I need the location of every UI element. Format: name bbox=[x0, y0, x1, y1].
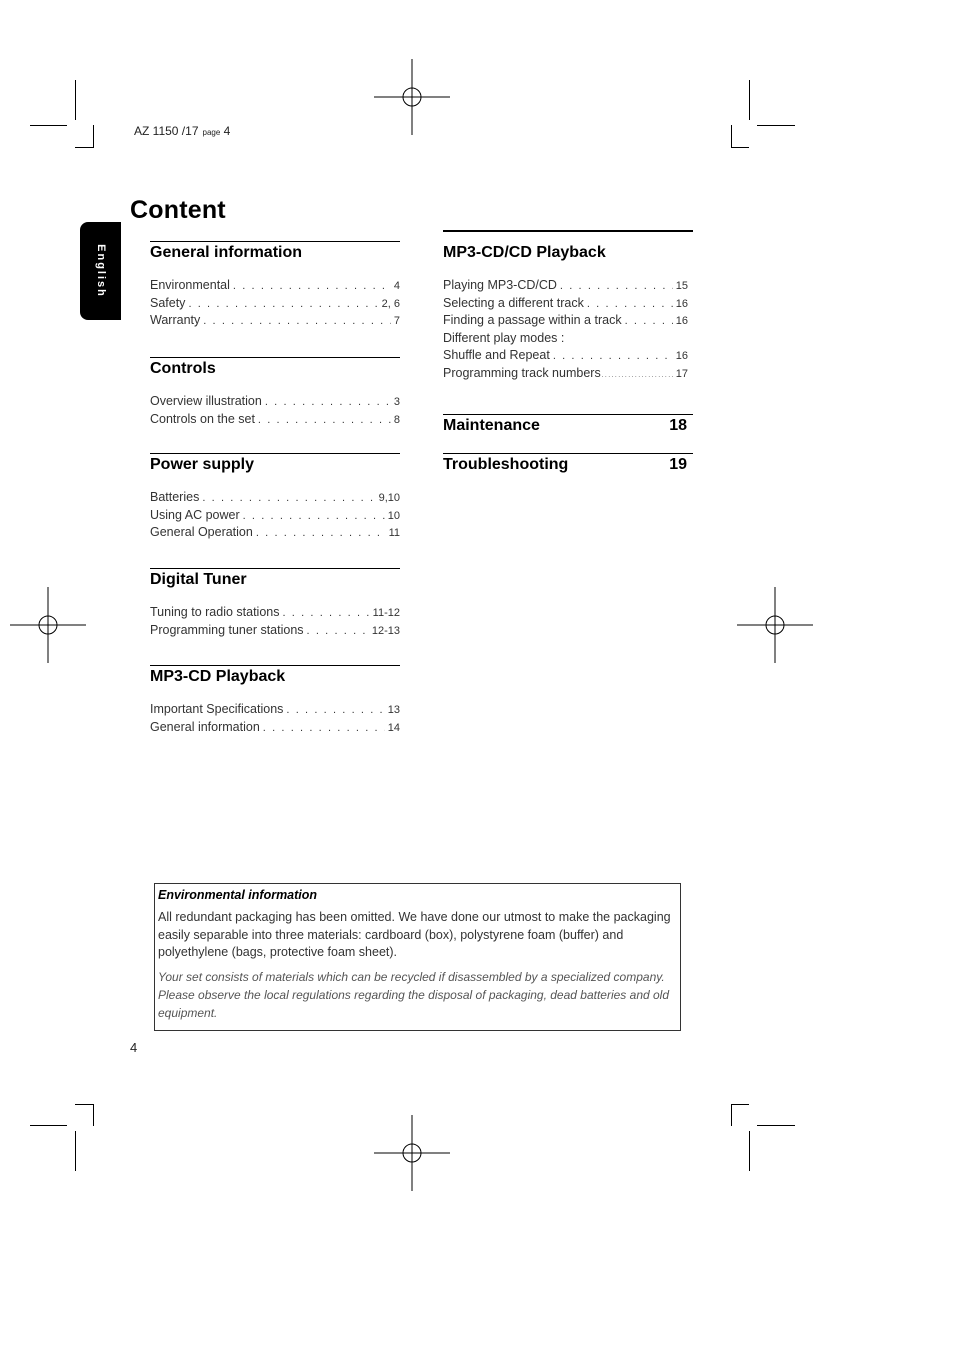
toc-entries bbox=[150, 490, 400, 543]
toc-entry-page: 3 bbox=[393, 396, 400, 408]
toc-entry-label: Using AC power bbox=[150, 507, 240, 522]
section-heading: MP3-CD Playback bbox=[150, 668, 286, 685]
environmental-info-note: Your set consists of materials which can be recycled if disassembled by a specialized company. Please observe the local regulations regarding the disposal of packaging, dead batteries and old equipment. bbox=[158, 969, 670, 1020]
toc-entry[interactable] bbox=[150, 702, 400, 720]
toc-entry[interactable] bbox=[443, 366, 688, 384]
toc-entry[interactable] bbox=[443, 278, 688, 296]
toc-entries bbox=[150, 605, 400, 640]
toc-entry-label: Selecting a different track bbox=[443, 295, 584, 310]
toc-entry-label: Controls on the set bbox=[150, 411, 255, 426]
section-rule bbox=[150, 357, 400, 358]
section-rule bbox=[443, 453, 693, 454]
crop-mark bbox=[757, 125, 795, 126]
toc-entries bbox=[150, 702, 400, 737]
section-rule bbox=[150, 241, 400, 242]
section-heading: Maintenance bbox=[443, 417, 540, 434]
leader-dots bbox=[233, 280, 391, 292]
toc-entry[interactable] bbox=[150, 394, 400, 412]
toc-entry-page: 11-12 bbox=[372, 607, 400, 619]
toc-entry-label: Important Specifications bbox=[150, 702, 284, 716]
environmental-info-box bbox=[154, 883, 681, 1031]
toc-entry[interactable] bbox=[443, 348, 688, 366]
crop-mark bbox=[30, 1125, 67, 1126]
section-heading: General information bbox=[150, 244, 303, 261]
section-heading: Power supply bbox=[150, 456, 255, 473]
toc-entry-page: 16 bbox=[675, 350, 688, 362]
page-reference: 4 bbox=[223, 124, 231, 138]
toc-entry-page: 9,10 bbox=[378, 492, 400, 504]
toc-section-controls bbox=[150, 357, 400, 437]
toc-entry-label: Shuffle and Repeat bbox=[443, 348, 550, 362]
leader-dots bbox=[188, 298, 378, 310]
toc-entry-page: 11 bbox=[388, 527, 400, 539]
toc-section-general-information bbox=[150, 241, 400, 336]
page-number: 4 bbox=[130, 1040, 138, 1055]
section-rule bbox=[150, 453, 400, 454]
crop-mark bbox=[731, 1104, 732, 1126]
page-title: Content bbox=[130, 196, 226, 224]
toc-section-mp3-cd-playback bbox=[150, 665, 400, 745]
environmental-info-title: Environmental information bbox=[158, 888, 318, 902]
toc-entry-page: 15 bbox=[675, 280, 688, 292]
toc-entry[interactable] bbox=[150, 623, 400, 641]
leader-dots bbox=[282, 607, 369, 619]
leader-dots bbox=[265, 396, 391, 408]
model-number: AZ 1150 /17 bbox=[134, 124, 199, 138]
crop-mark bbox=[731, 147, 749, 148]
toc-entry-label: General Operation bbox=[150, 525, 253, 539]
leader-dots bbox=[587, 298, 673, 310]
toc-entry-label: Finding a passage within a track bbox=[443, 313, 622, 327]
crop-mark bbox=[731, 1104, 749, 1105]
section-rule bbox=[150, 568, 400, 569]
section-page: 19 bbox=[669, 456, 687, 473]
registration-mark-icon bbox=[374, 59, 450, 135]
toc-entry-page: 7 bbox=[393, 315, 400, 327]
crop-mark bbox=[75, 80, 76, 120]
crop-mark bbox=[75, 1131, 76, 1171]
leader-dots bbox=[307, 625, 369, 637]
toc-entry[interactable] bbox=[443, 296, 688, 314]
section-heading: Controls bbox=[150, 360, 216, 377]
crop-mark bbox=[30, 125, 67, 126]
toc-entry-page: 14 bbox=[387, 721, 400, 734]
toc-entry-page: 10 bbox=[387, 509, 400, 522]
toc-entry-label: Safety bbox=[150, 295, 186, 310]
toc-entry[interactable] bbox=[150, 720, 400, 738]
toc-section-mp3-cd-cd-playback bbox=[443, 241, 688, 391]
toc-entry-label: Batteries bbox=[150, 490, 200, 504]
crop-mark bbox=[75, 1104, 94, 1105]
toc-entry-label: Programming track numbers bbox=[443, 365, 601, 380]
language-tab bbox=[80, 222, 121, 320]
toc-entry-page: 13 bbox=[387, 704, 400, 716]
leader-dots bbox=[602, 373, 675, 379]
toc-entry[interactable] bbox=[443, 313, 688, 331]
toc-entry-label: Warranty bbox=[150, 313, 201, 327]
toc-entry-label: Tuning to radio stations bbox=[150, 605, 280, 619]
leader-dots bbox=[258, 414, 391, 426]
toc-entry[interactable] bbox=[150, 605, 400, 623]
toc-section-troubleshooting[interactable] bbox=[443, 453, 693, 474]
toc-entries bbox=[150, 394, 400, 429]
section-rule bbox=[443, 414, 693, 415]
environmental-info-body: All redundant packaging has been omitted. We have done our utmost to make the packaging easily separable into three materials: cardboard (box), polystyrene foam (buffer) and polyethylene (bags, protective foam sheet). bbox=[158, 910, 671, 959]
toc-entry-label: General information bbox=[150, 719, 260, 734]
toc-entry-page: 2, 6 bbox=[381, 297, 400, 310]
registration-mark-icon bbox=[10, 587, 86, 663]
toc-entry[interactable] bbox=[150, 508, 400, 526]
leader-dots bbox=[263, 722, 385, 734]
registration-mark-icon bbox=[737, 587, 813, 663]
toc-entry[interactable] bbox=[150, 525, 400, 543]
leader-dots bbox=[243, 510, 385, 522]
toc-entry-page: 8 bbox=[393, 413, 400, 426]
leader-dots bbox=[286, 704, 384, 716]
toc-entry[interactable] bbox=[443, 331, 688, 349]
toc-entry-page: 16 bbox=[675, 315, 688, 327]
crop-mark bbox=[93, 1104, 94, 1126]
toc-section-power-supply bbox=[150, 453, 400, 548]
toc-entry[interactable] bbox=[150, 412, 400, 430]
document-reference bbox=[134, 124, 230, 138]
crop-mark bbox=[749, 80, 750, 120]
crop-mark bbox=[757, 1125, 795, 1126]
toc-entry-page: 16 bbox=[675, 297, 688, 310]
toc-entry[interactable] bbox=[150, 296, 400, 314]
toc-entry-label: Playing MP3-CD/CD bbox=[443, 278, 557, 292]
leader-dots bbox=[203, 315, 391, 327]
toc-entries bbox=[150, 278, 400, 331]
crop-mark bbox=[75, 147, 94, 148]
leader-dots bbox=[625, 315, 673, 327]
toc-entry-label: Different play modes : bbox=[443, 330, 565, 345]
crop-mark bbox=[749, 1131, 750, 1171]
toc-section-digital-tuner bbox=[150, 568, 400, 648]
toc-entry-label: Programming tuner stations bbox=[150, 622, 304, 637]
toc-entries bbox=[443, 278, 688, 383]
toc-section-maintenance[interactable] bbox=[443, 414, 693, 435]
crop-mark bbox=[93, 125, 94, 147]
section-heading: Troubleshooting bbox=[443, 456, 569, 473]
language-tab-label: English bbox=[94, 244, 107, 298]
toc-entry[interactable] bbox=[150, 278, 400, 296]
leader-dots bbox=[256, 527, 386, 539]
registration-mark-icon bbox=[374, 1115, 450, 1191]
toc-entry-label: Environmental bbox=[150, 278, 230, 292]
section-page: 18 bbox=[669, 417, 687, 434]
toc-entry-page: 4 bbox=[393, 280, 400, 292]
title-rule bbox=[443, 230, 693, 232]
toc-entry-label: Overview illustration bbox=[150, 394, 262, 408]
toc-entry[interactable] bbox=[150, 313, 400, 331]
section-rule bbox=[150, 665, 400, 666]
crop-mark bbox=[731, 125, 732, 147]
leader-dots bbox=[560, 280, 673, 292]
toc-entry-page: 17 bbox=[675, 367, 688, 380]
section-heading: MP3-CD/CD Playback bbox=[443, 244, 606, 261]
toc-entry-page: 12-13 bbox=[371, 624, 400, 637]
section-heading: Digital Tuner bbox=[150, 571, 247, 588]
leader-dots bbox=[553, 350, 673, 362]
toc-entry[interactable] bbox=[150, 490, 400, 508]
page-label: page bbox=[202, 128, 221, 137]
leader-dots bbox=[202, 492, 375, 504]
